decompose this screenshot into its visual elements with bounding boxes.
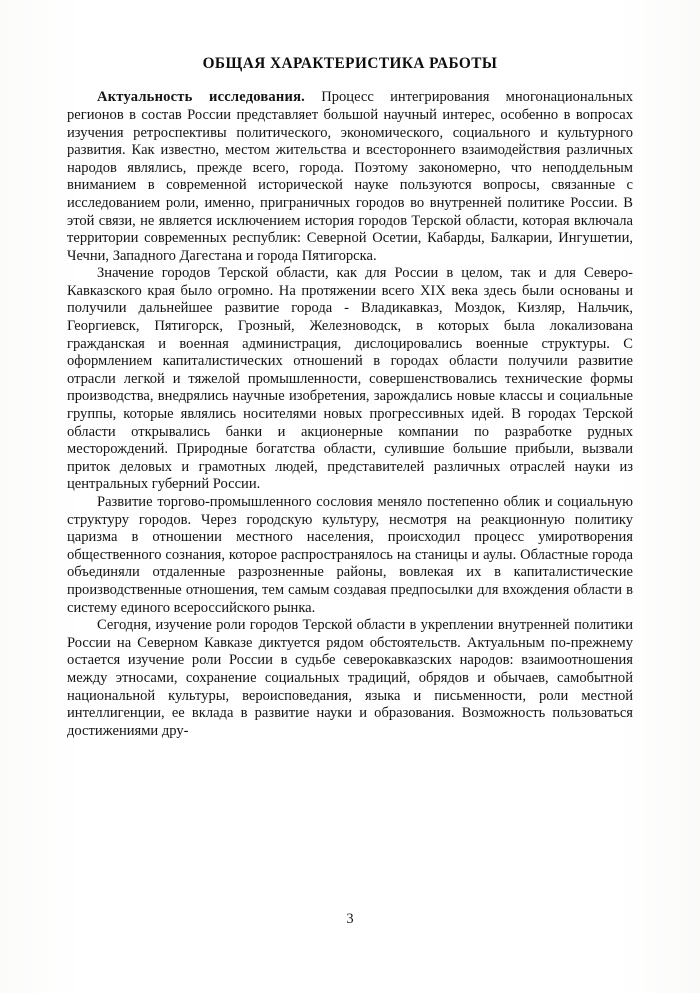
page-number: 3 [346, 911, 354, 927]
paragraph-1 [67, 89, 633, 265]
paragraph-4 [67, 617, 633, 740]
body-text [67, 89, 633, 740]
paragraph-3 [67, 494, 633, 617]
page-title: ОБЩАЯ ХАРАКТЕРИСТИКА РАБОТЫ [202, 55, 498, 72]
paragraph-4-text: Сегодня, изучение роли городов Терской области в укреплении внутренней политики России на Северном Кавказе диктуется рядом обстоятельств. Актуальным по-прежнему остается изучение роли России в судьбе северокавказских народов: взаимоотношения между этносами, сохранение социальных традиций, обрядов и обычаев, самобытной национальной культуры, вероисповедания, языка и письменности, роли местной интеллигенции, ее вклада в развитие науки и образования. Возможность пользоваться достижениями дру- [67, 617, 633, 739]
paragraph-1-text: Процесс интегрирования многонациональных регионов в состав России представляет большой научный интерес, особенно в вопросах изучения ретроспективы политического, экономического, социального и культурного развития. Как известно, местом жительства и всестороннего взаимодействия различных народов являлись, прежде всего, города. Поэтому закономерно, что неподдельным вниманием в современной исторической науке пользуются вопросы, связанные с исследованием роли, именно, приграничных городов во внутренней политике России. В этой связи, не является исключением история городов Терской области, которая включала территории современных республик: Северной Осетии, Кабарды, Балкарии, Ингушетии, Чечни, Западного Дагестана и города Пятигорска. [67, 89, 633, 264]
paragraph-1-lead-run: Актуальность исследования. [97, 89, 305, 106]
paragraph-2-text: Значение городов Терской области, как для России в целом, так и для Северо-Кавказского края было огромно. На протяжении всего XIX века здесь были основаны и получили дальнейшее развитие города - Владикавказ, Моздок, Кизляр, Нальчик, Георгиевск, Пятигорск, Грозный, Железноводск, в которых была локализована гражданская и военная администрация, дислоцировались военные структуры. С оформлением капиталистических отношений в городах области получили развитие отрасли легкой и тяжелой промышленности, совершенствовались технические формы производства, внедрялись научные изобретения, зарождались новые классы и социальные группы, которые являлись носителями новых прогрессивных идей. В городах Терской области открывались банки и акционерные компании по разработке рудных месторождений. Природные богатства области, сулившие большие прибыли, вызвали приток деловых и грамотных людей, представителей различных отраслей науки из центральных губерний России. [67, 265, 633, 493]
paragraph-2 [67, 265, 633, 494]
paragraph-3-text: Развитие торгово-промышленного сословия меняло постепенно облик и социальную структуру городов. Через городскую культуру, несмотря на реакционную политику царизма в отношении местного населения, происходил процесс умиротворения общественного сознания, которое распространялось на станицы и аулы. Областные города объединяли отдаленные разрозненные районы, вовлекая их в капиталистические производственные отношения, тем самым создавая предпосылки для вхождения области в систему единого всероссийского рынка. [67, 494, 633, 616]
page-text-block [67, 0, 633, 993]
